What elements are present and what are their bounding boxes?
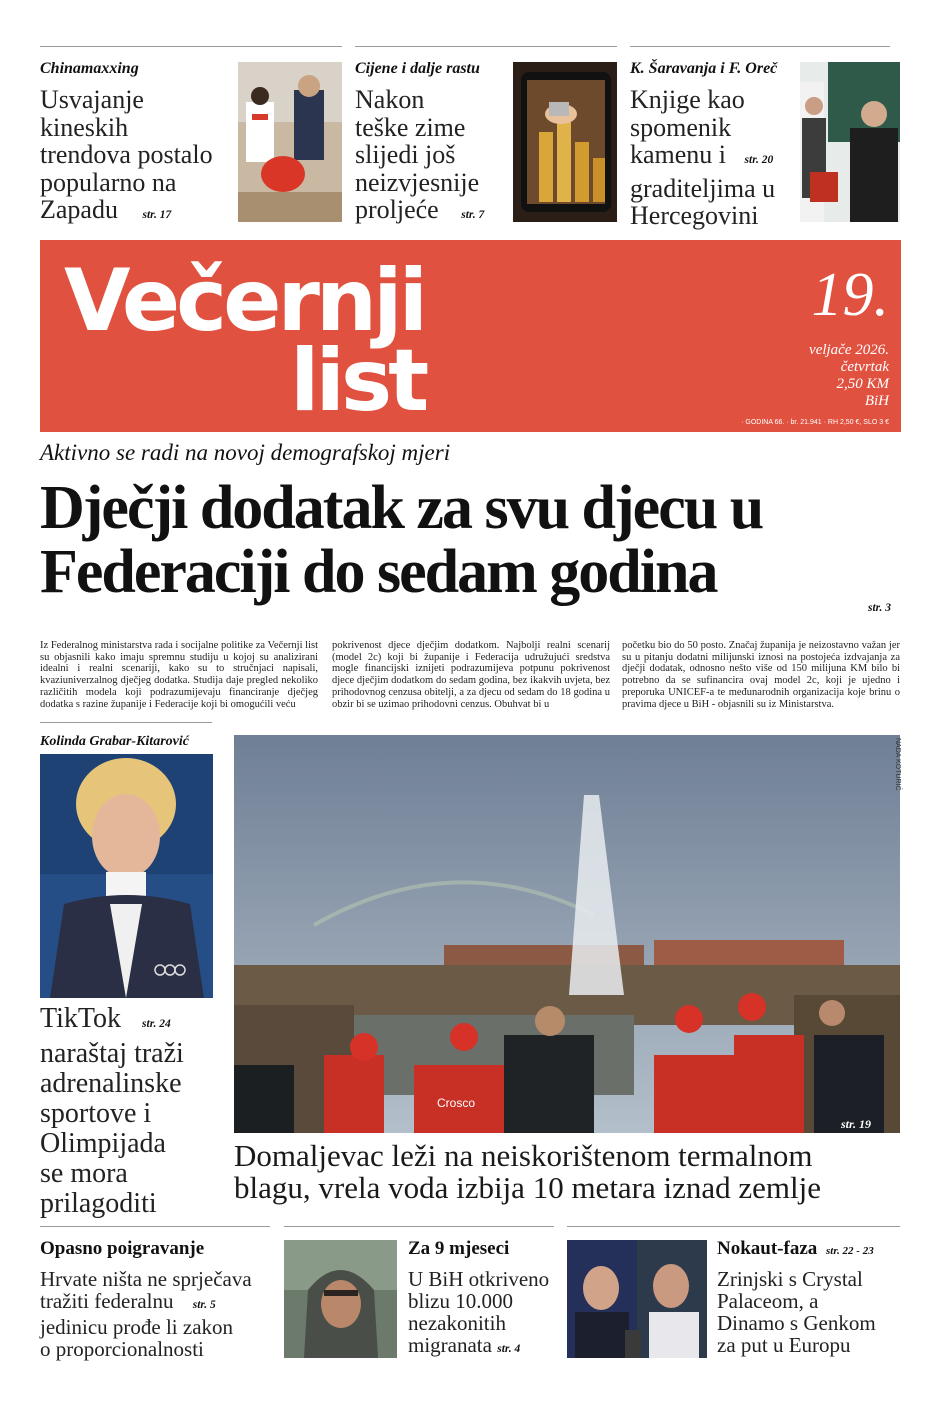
date-day: 19. (811, 261, 889, 329)
top-rule-3 (630, 46, 890, 47)
teaser-china-photo (238, 62, 342, 222)
bottom-rule-1 (40, 1226, 270, 1227)
lead-col-1: Iz Federalnog ministarstva rada i socijalne politike za Večernji list su objasnili kako imaju spremnu studiju u kojoj su analizirani idealni i realni scenariji, kako su to stručnjaci napisali, kvaziuniverzalnog dječjeg dodatka. Studija daje pregled nekoliko različitih modela koji podrazumijevaju financiranje dječjeg dodatka s razine županije i Federacije koji bi omogućili veću (40, 640, 318, 710)
teaser-kicker: K. Šaravanja i F. Oreč (630, 60, 778, 77)
bottom-kicker-row: Nokaut-faza str. 22 - 23 (717, 1238, 874, 1259)
page-ref: str. 17 (142, 209, 172, 221)
teaser-text: Knjige kao spomenik kamenu i str. 20 graditeljima u Hercegovini (630, 85, 776, 230)
page-ref: str. 7 (461, 209, 485, 221)
top-rule-2 (355, 46, 617, 47)
lead-headline[interactable]: Dječji dodatak za svu djecu u Federaciji do sedam godina (40, 474, 763, 606)
bottom-story-3-photo (567, 1240, 707, 1358)
page-ref: str. 22 - 23 (826, 1245, 874, 1257)
main-photo-caption[interactable]: Domaljevac leži na neiskorištenom termalnom blagu, vrela voda izbija 10 metara iznad zemlje (234, 1138, 822, 1205)
bottom-story-1[interactable] (40, 1238, 280, 1360)
masthead (40, 240, 901, 432)
date-weekday: četvrtak (840, 359, 889, 375)
lead-kicker: Aktivno se radi na novoj demografskoj mjeri (40, 440, 451, 465)
price: 2,50 KM (836, 376, 889, 392)
bottom-kicker: Opasno poigravanje (40, 1238, 205, 1259)
main-photo (234, 735, 900, 1133)
logo-line-2: list (290, 331, 426, 431)
side-kicker: Kolinda Grabar-Kitarović (40, 734, 189, 749)
teaser-kicker: Chinamaxxing (40, 60, 139, 77)
lead-col-3: početku bio do 50 posto. Značaj županija je neizostavno važan jer su u pitanju dodatni milijunski iznosi na postojeća izdvajanja za dječji dodatak, odnosno nešto više od 150 milijuna KM bilo bi potrebno da se sufinancira ovaj model 2c, koji je ujedno i preporuka UNICEF-a te međunarodnih organizacija koje brinu o pravima djece u BiH - objasnili su iz Ministarstva. (622, 640, 900, 710)
bottom-rule-3 (567, 1226, 900, 1227)
date-month-year: veljače 2026. (809, 342, 889, 358)
bottom-text: Zrinjski s Crystal Palaceom, a Dinamo s Genkom za put u Europu (717, 1267, 876, 1357)
bottom-rule-2 (284, 1226, 554, 1227)
teaser-books[interactable] (630, 60, 805, 230)
side-rule (40, 722, 212, 723)
country: BiH (864, 393, 889, 409)
issue-line: · GODINA 66. · br. 21.941 · RH 2,50 €, SLO 3 € (741, 419, 889, 426)
bottom-text: U BiH otkriveno blizu 10.000 nezakonitih migranata str. 4 (408, 1267, 550, 1357)
lead-col-2: pokrivenost djece dječjim dodatkom. Najbolji realni scenarij (model 2c) koji bi županije i Federacija udružujući sredstva mogle financijski iznijeti podrazumijeva potpunu pokrivenost djece dječjim dodatkom do sedam godina, bez ikakvih uvjeta, bez prihodovnog cenzusa obitelji, a za djecu od sedam do 18 godina u obzir bi se uzimao prihodovni cenzus. Obuhvat bi u (332, 640, 610, 710)
bottom-text: Hrvate ništa ne sprječava tražiti federalnu str. 5 jedinicu prođe li zakon o proporcionalnosti (40, 1267, 252, 1361)
side-headline[interactable]: TikTok str. 24 naraštaj traži adrenalinske sportove i Olimpijada se mora prilagoditi (40, 1003, 184, 1219)
top-rule-1 (40, 46, 342, 47)
page-ref: str. 20 (744, 154, 774, 166)
teaser-text: Usvajanje kineskih trendova postalo popularno na Zapadu str. 17 (40, 85, 213, 224)
bottom-story-3[interactable] (717, 1238, 907, 1356)
teaser-text: Nakon teške zime slijedi još neizvjesnije proljeće str. 7 (355, 85, 485, 224)
side-photo (40, 754, 213, 998)
teaser-kicker: Cijene i dalje rastu (355, 60, 480, 77)
page-ref: str. 5 (192, 1299, 216, 1311)
page-ref: str. 4 (497, 1343, 521, 1355)
logo-line-1: Večernji (64, 251, 425, 351)
helmet-logo: Crosco (437, 1096, 476, 1110)
bottom-story-2-photo (284, 1240, 397, 1358)
teaser-prices[interactable] (355, 60, 515, 230)
bottom-story-2[interactable] (408, 1238, 558, 1360)
page-ref: str. 24 (142, 1018, 171, 1030)
photo-credit: NADA KOTURIĆ (894, 738, 901, 791)
date-info (689, 342, 889, 410)
teaser-china[interactable] (40, 60, 240, 230)
teaser-prices-photo (513, 62, 617, 222)
lead-page-ref: str. 3 (868, 602, 892, 614)
bottom-kicker: Za 9 mjeseci (408, 1238, 510, 1259)
main-photo-page-ref: str. 19 (841, 1117, 872, 1131)
teaser-books-photo (800, 62, 900, 222)
